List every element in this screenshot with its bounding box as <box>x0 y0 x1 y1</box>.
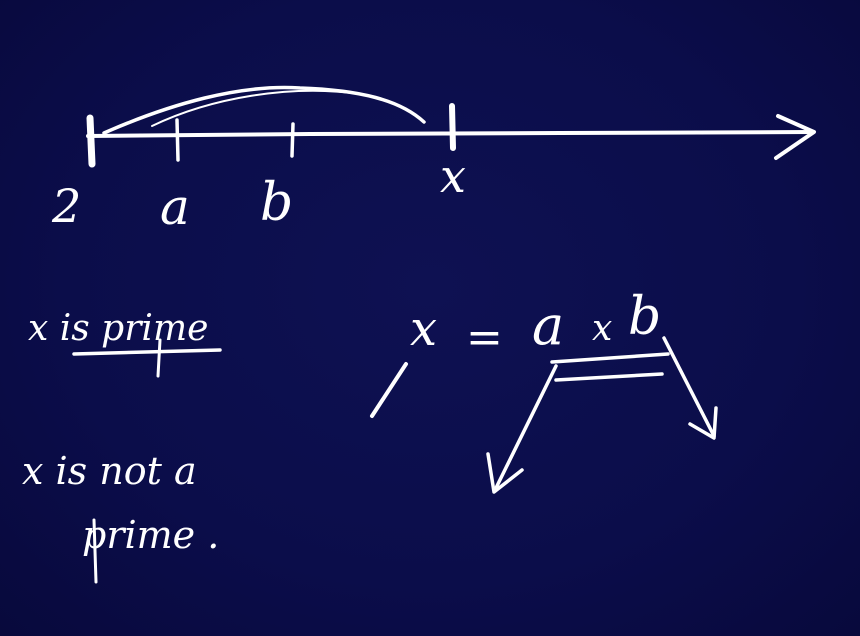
note-not-prime-line2: prime . <box>82 513 220 557</box>
bracket-bottom-line <box>556 374 662 380</box>
tick-a <box>177 120 178 160</box>
span-arc-overlap <box>152 91 360 126</box>
note-prime-stroke <box>158 340 160 376</box>
note-not-prime-stroke <box>94 520 96 582</box>
arrow-head-icon <box>776 116 814 158</box>
note-prime: x is prime <box>28 308 209 349</box>
eq-lhs: x <box>410 301 438 357</box>
label-x: x <box>440 149 466 203</box>
label-a: a <box>160 178 190 236</box>
notes <box>22 308 220 582</box>
eq-equals: = <box>466 312 503 363</box>
bracket-top-line <box>552 354 668 362</box>
label-start: 2 <box>52 179 82 233</box>
eq-times: x <box>592 308 613 349</box>
slash-mark <box>372 364 406 416</box>
note-not-prime-line1: x is not a <box>22 449 197 493</box>
label-b: b <box>260 173 294 233</box>
note-prime-underline <box>74 350 220 354</box>
arrow-down-right-icon <box>664 338 714 436</box>
tick-start <box>90 118 92 164</box>
arrow-down-left-icon <box>496 366 556 488</box>
eq-factor-a: a <box>532 294 565 357</box>
tick-x <box>452 106 453 148</box>
eq-factor-b: b <box>628 287 662 347</box>
equation <box>372 287 716 492</box>
tick-b <box>292 124 293 156</box>
number-line <box>51 87 814 236</box>
